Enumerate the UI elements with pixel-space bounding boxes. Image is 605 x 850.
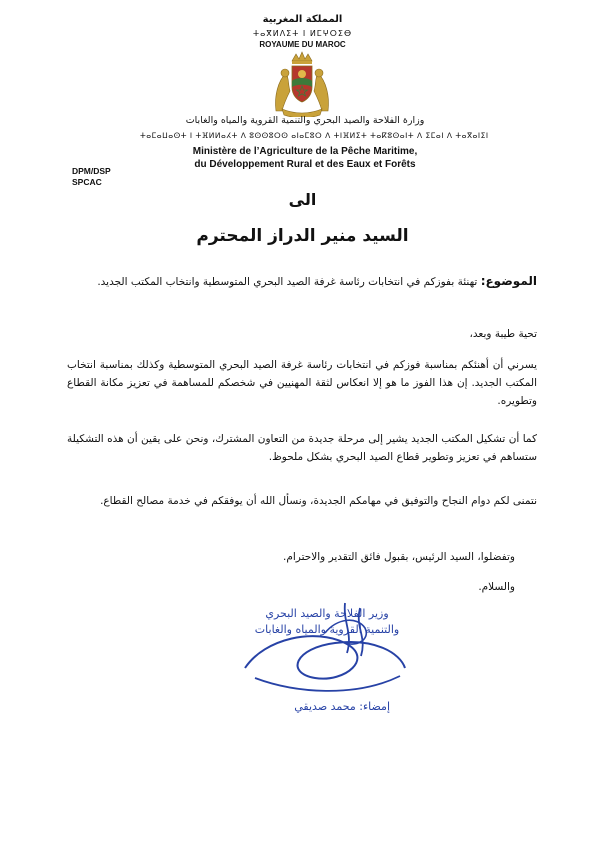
- subject-label: الموضوع:: [480, 274, 537, 288]
- royal-coat-of-arms-emblem: [270, 51, 334, 117]
- signatory-name: إمضاء: محمد صديقي: [294, 700, 390, 713]
- body-paragraph-3: نتمنى لكم دوام النجاح والتوفيق في مهامكم الجديدة، ونسأل الله أن يوفقكم في خدمة مصالح القطاع.: [100, 495, 537, 507]
- stamp-line-2: والتنمية القروية والمياه والغابات: [254, 623, 400, 636]
- subject-text: تهنئة بفوزكم في انتخابات رئاسة غرفة الصيد البحري المتوسطية وانتخاب المكتب الجديد.: [97, 276, 481, 288]
- closing-line: وتفضلوا، السيد الرئيس، بقبول فائق التقدير والاحترام.: [283, 551, 515, 563]
- addressee-to: الى: [288, 190, 317, 209]
- ministry-name-tifinagh: ⵜⴰⵎⴰⵡⴰⵙⵜ ⵏ ⵜⴼⵍⵍⴰⵃⵜ ⴷ ⵓⵙⵙⵓⵔⵙ ⴰⵏⴰⵎⵓⵔ ⴷ ⵜⵏⴼⵍⵉⵜ ⵜⴰⴽⵓⵙⴰⵏⵜ ⴷ ⵉⵎⴰⵏ ⴷ ⵜⴰⴳⴰⵏⵉⵏ: [140, 131, 489, 140]
- body-paragraph-2: كما أن تشكيل المكتب الجديد يشير إلى مرحلة جديدة من التعاون المشترك، ونحن على يقين أن هذه التشكيلة ستساهم في تعزيز وتطوير قطاع الصيد البحري بشكل ملحوظ.: [67, 433, 537, 463]
- kingdom-name-tifinagh: ⵜⴰⴳⵍⴷⵉⵜ ⵏ ⵍⵎⵖⵔⵉⴱ: [252, 29, 353, 38]
- subject-line: [67, 272, 537, 291]
- stamp-line-1: وزير الفلاحة والصيد البحري: [265, 607, 389, 620]
- reference-line2: SPCAC: [72, 177, 102, 187]
- kingdom-name-arabic: المملكة المغربية: [262, 14, 343, 25]
- ministry-name-french-line2: du Développement Rural et des Eaux et Forêts: [194, 159, 416, 170]
- ministry-name-arabic: وزارة الفلاحة والصيد البحري والتنمية القروية والمياه والغابات: [185, 115, 425, 126]
- ministry-name-french: [160, 145, 450, 171]
- reference-code: [72, 166, 111, 188]
- kingdom-name-french: ROYAUME DU MAROC: [259, 40, 346, 49]
- greeting: تحية طيبة وبعد،: [469, 328, 537, 340]
- ministry-name-french-line1: Ministère de l’Agriculture de la Pêche Maritime,: [192, 146, 418, 157]
- body-paragraph-1: يسرني أن أهنئكم بمناسبة فوزكم في انتخابات رئاسة غرفة الصيد البحري المتوسطية وكذلك بمناسبة انتخاب المكتب الجديد. إن هذا الفوز ما هو إلا انعكاس لثقة المهنيين في شخصكم للمساهمة في تعزيز مكانة القطاع وتطويره.: [67, 359, 537, 407]
- reference-line1: DPM/DSP: [72, 166, 111, 176]
- salam-line: والسلام.: [478, 581, 515, 593]
- recipient-name: السيد منير الدراز المحترم: [196, 226, 409, 246]
